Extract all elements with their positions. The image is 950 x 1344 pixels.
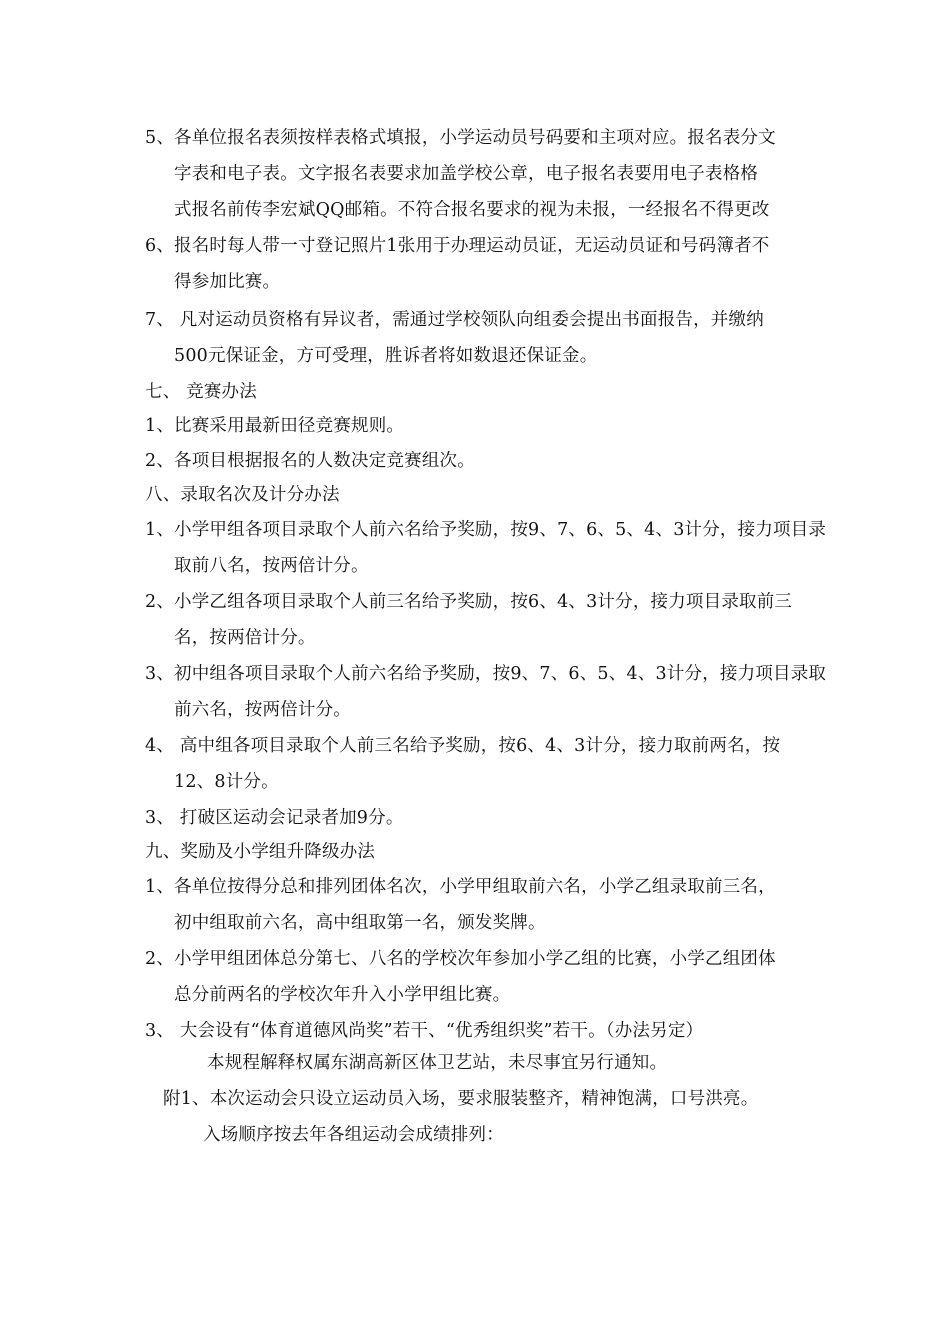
text-line: 取前八名，按两倍计分。 [174, 556, 369, 576]
text-line: 3、 大会设有“体育道德风尚奖”若干、“优秀组织奖”若干。（办法另定） [145, 1021, 704, 1041]
text-line: 2、小学甲组团体总分第七、八名的学校次年参加小学乙组的比赛，小学乙组团体 [145, 949, 776, 969]
text-line: 3、初中组各项目录取个人前六名给予奖励，按9、7、6、5、4、3计分，接力项目录取 [145, 664, 827, 684]
text-line: 本规程解释权属东湖高新区体卫艺站，未尽事宜另行通知。 [207, 1053, 668, 1073]
section-heading: 九、奖励及小学组升降级办法 [145, 842, 376, 862]
text-line: 1、小学甲组各项目录取个人前六名给予奖励，按9、7、6、5、4、3计分，接力项目录 [145, 520, 827, 540]
text-line: 字表和电子表。文字报名表要求加盖学校公章，电子报名表要用电子表格格 [174, 164, 759, 184]
text-line: 6、报名时每人带一寸登记照片1张用于办理运动员证，无运动员证和号码簿者不 [145, 236, 770, 256]
text-line: 5、各单位报名表须按样表格式填报，小学运动员号码要和主项对应。报名表分文 [145, 128, 776, 148]
text-line: 1、各单位按得分总和排列团体名次，小学甲组取前六名，小学乙组录取前三名， [145, 877, 776, 897]
text-line: 500元保证金，方可受理，胜诉者将如数退还保证金。 [174, 346, 598, 366]
text-line: 附1、本次运动会只设立运动员入场，要求服装整齐，精神饱满，口号洪亮。 [163, 1089, 759, 1109]
text-line: 名，按两倍计分。 [174, 628, 316, 648]
text-line: 式报名前传李宏斌QQ邮箱。不符合报名要求的视为未报，一经报名不得更改 [174, 200, 770, 220]
text-line: 总分前两名的学校次年升入小学甲组比赛。 [174, 985, 511, 1005]
text-line: 2、小学乙组各项目录取个人前三名给予奖励，按6、4、3计分，接力项目录取前三 [145, 592, 793, 612]
text-line: 2、各项目根据报名的人数决定竞赛组次。 [145, 451, 475, 471]
text-line: 得参加比赛。 [174, 272, 281, 292]
text-line: 前六名，按两倍计分。 [174, 700, 351, 720]
text-line: 初中组取前六名，高中组取第一名，颁发奖牌。 [174, 913, 546, 933]
text-line: 4、 高中组各项目录取个人前三名给予奖励，按6、4、3计分，接力取前两名，按 [145, 736, 781, 756]
text-line: 入场顺序按去年各组运动会成绩排列： [203, 1125, 504, 1145]
text-line: 3、 打破区运动会记录者加9分。 [145, 808, 404, 828]
text-line: 12、8计分。 [174, 772, 279, 792]
text-line: 7、 凡对运动员资格有异议者，需通过学校领队向组委会提出书面报告，并缴纳 [145, 310, 764, 330]
text-line: 1、比赛采用最新田径竞赛规则。 [145, 416, 405, 436]
section-heading: 七、 竞赛办法 [145, 382, 257, 402]
section-heading: 八、录取名次及计分办法 [145, 485, 340, 505]
